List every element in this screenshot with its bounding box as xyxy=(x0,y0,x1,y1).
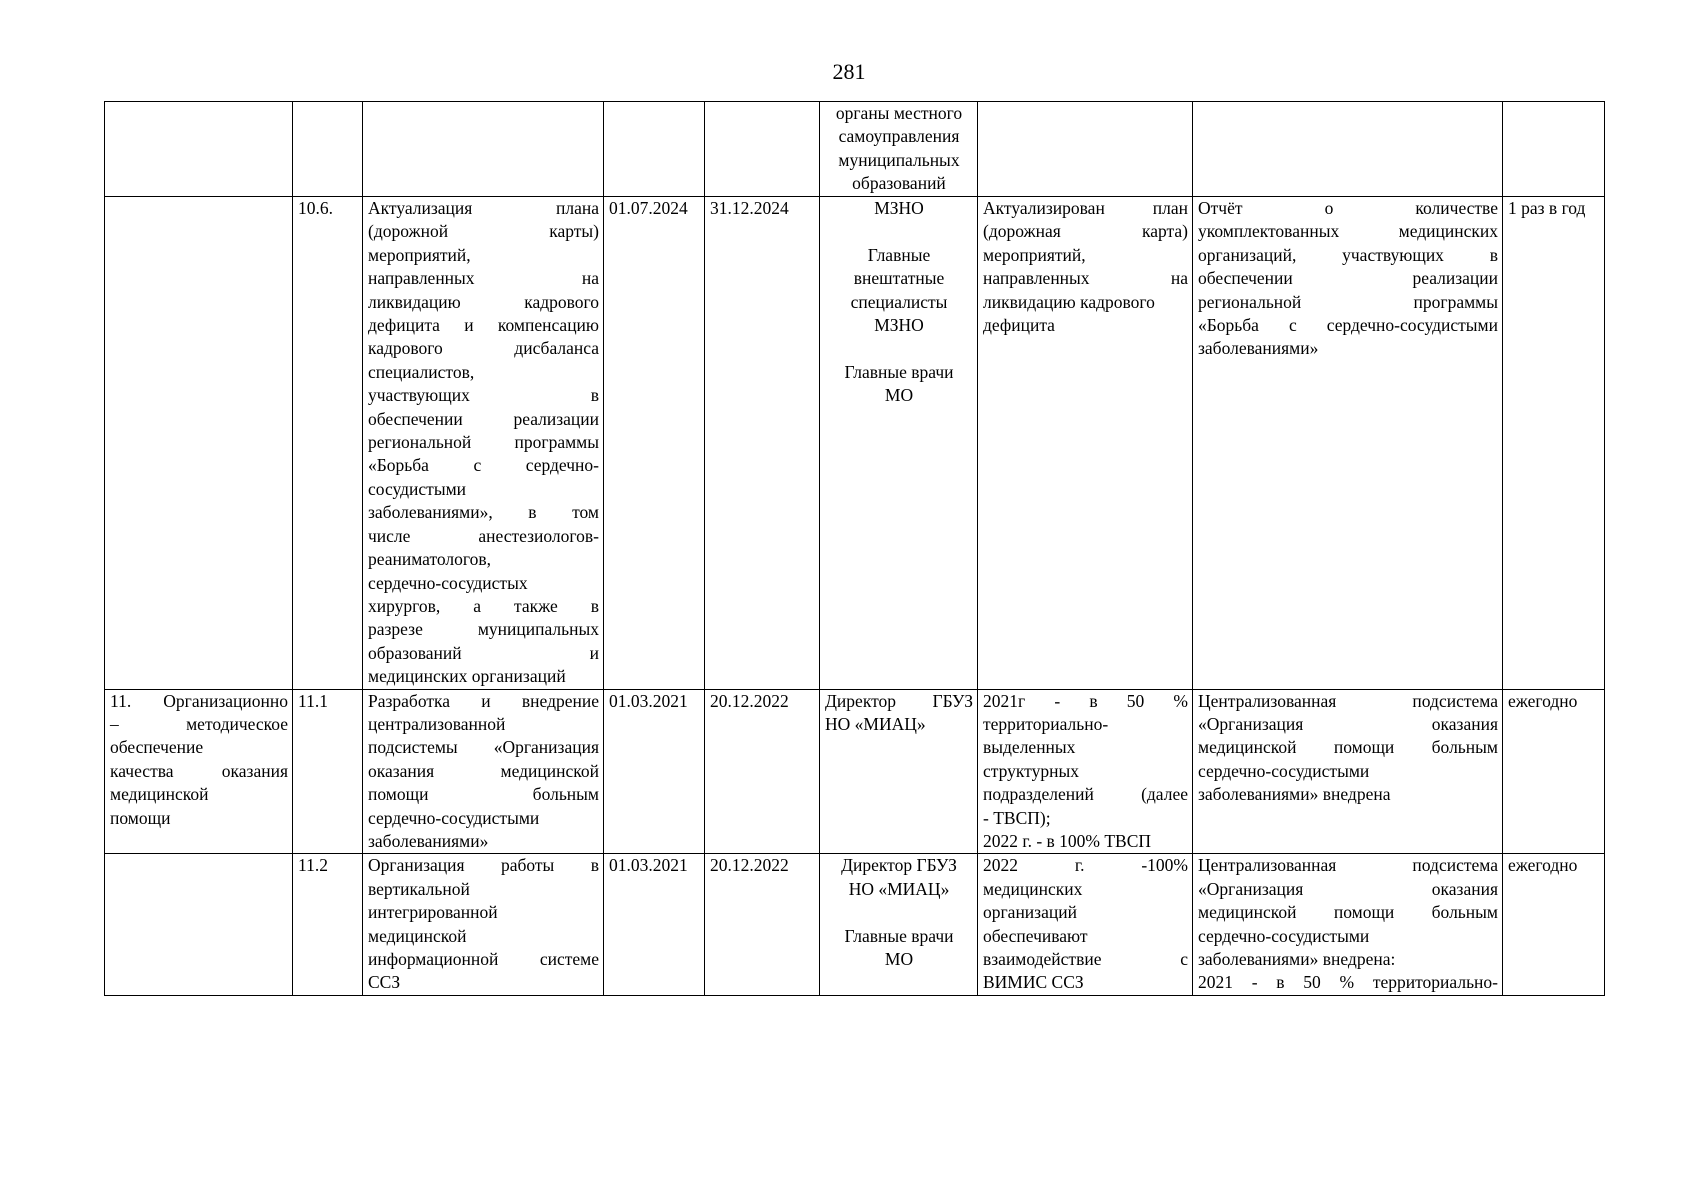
start-date-cell: 01.03.2021 xyxy=(604,689,705,854)
report-cell: Централизованная подсистема «Организация оказания медицинской помощи больным сердечно-сосудистыми заболеваниями» внедрена xyxy=(1193,689,1503,854)
number-cell xyxy=(293,102,363,197)
end-date-cell: 20.12.2022 xyxy=(705,689,820,854)
page-number: 281 xyxy=(832,59,866,84)
number-cell: 11.2 xyxy=(293,854,363,995)
section-cell xyxy=(105,102,293,197)
table-row xyxy=(105,102,1605,197)
responsible-cell: МЗНО Главные внештатные специалисты МЗНО Главные врачи МО xyxy=(820,197,978,690)
activity-cell: Актуализация плана (дорожной карты) мероприятий, направленных на ликвидацию кадрового дефицита и компенсацию кадрового дисбаланса специалистов, участвующих в обеспечении реализации региональной программы «Борьба с сердечно- сосудистыми заболеваниями», в том числе анестезиологов- реаниматологов, сердечно-сосудистых хирургов, а также в разрезе муниципальных образований и медицинских организаций xyxy=(363,197,604,690)
frequency-cell: ежегодно xyxy=(1503,854,1605,995)
start-date-cell xyxy=(604,102,705,197)
report-cell xyxy=(1193,102,1503,197)
report-cell: Централизованная подсистема «Организация оказания медицинской помощи больным сердечно-сосудистыми заболеваниями» внедрена: 2021 - в 50 % территориально- xyxy=(1193,854,1503,995)
action-plan-table xyxy=(104,101,1605,996)
table-row xyxy=(105,689,1605,854)
result-cell: Актуализирован план (дорожная карта) мероприятий, направленных на ликвидацию кадрового дефицита xyxy=(978,197,1193,690)
number-cell: 10.6. xyxy=(293,197,363,690)
activity-cell: Разработка и внедрение централизованной подсистемы «Организация оказания медицинской помощи больным сердечно-сосудистыми заболеваниями» xyxy=(363,689,604,854)
responsible-cell: Директор ГБУЗ НО «МИАЦ» xyxy=(820,689,978,854)
end-date-cell: 20.12.2022 xyxy=(705,854,820,995)
table-row xyxy=(105,197,1605,690)
frequency-cell: 1 раз в год xyxy=(1503,197,1605,690)
report-cell: Отчёт о количестве укомплектованных медицинских организаций, участвующих в обеспечении реализации региональной программы «Борьба с сердечно-сосудистыми заболеваниями» xyxy=(1193,197,1503,690)
frequency-cell xyxy=(1503,102,1605,197)
responsible-cell: органы местного самоуправления муниципальных образований xyxy=(820,102,978,197)
number-cell: 11.1 xyxy=(293,689,363,854)
section-cell: 11. Организационно – методическое обеспечение качества оказания медицинской помощи xyxy=(105,689,293,854)
end-date-cell: 31.12.2024 xyxy=(705,197,820,690)
result-cell: 2021г - в 50 % территориально- выделенных структурных подразделений (далее - ТВСП); 2022 г. - в 100% ТВСП xyxy=(978,689,1193,854)
end-date-cell xyxy=(705,102,820,197)
table-row xyxy=(105,854,1605,995)
activity-cell xyxy=(363,102,604,197)
result-cell: 2022 г. -100% медицинских организаций обеспечивают взаимодействие с ВИМИС ССЗ xyxy=(978,854,1193,995)
frequency-cell: ежегодно xyxy=(1503,689,1605,854)
section-cell xyxy=(105,197,293,690)
section-cell xyxy=(105,854,293,995)
activity-cell: Организация работы в вертикальной интегрированной медицинской информационной системе ССЗ xyxy=(363,854,604,995)
start-date-cell: 01.07.2024 xyxy=(604,197,705,690)
result-cell xyxy=(978,102,1193,197)
responsible-cell: Директор ГБУЗ НО «МИАЦ» Главные врачи МО xyxy=(820,854,978,995)
start-date-cell: 01.03.2021 xyxy=(604,854,705,995)
